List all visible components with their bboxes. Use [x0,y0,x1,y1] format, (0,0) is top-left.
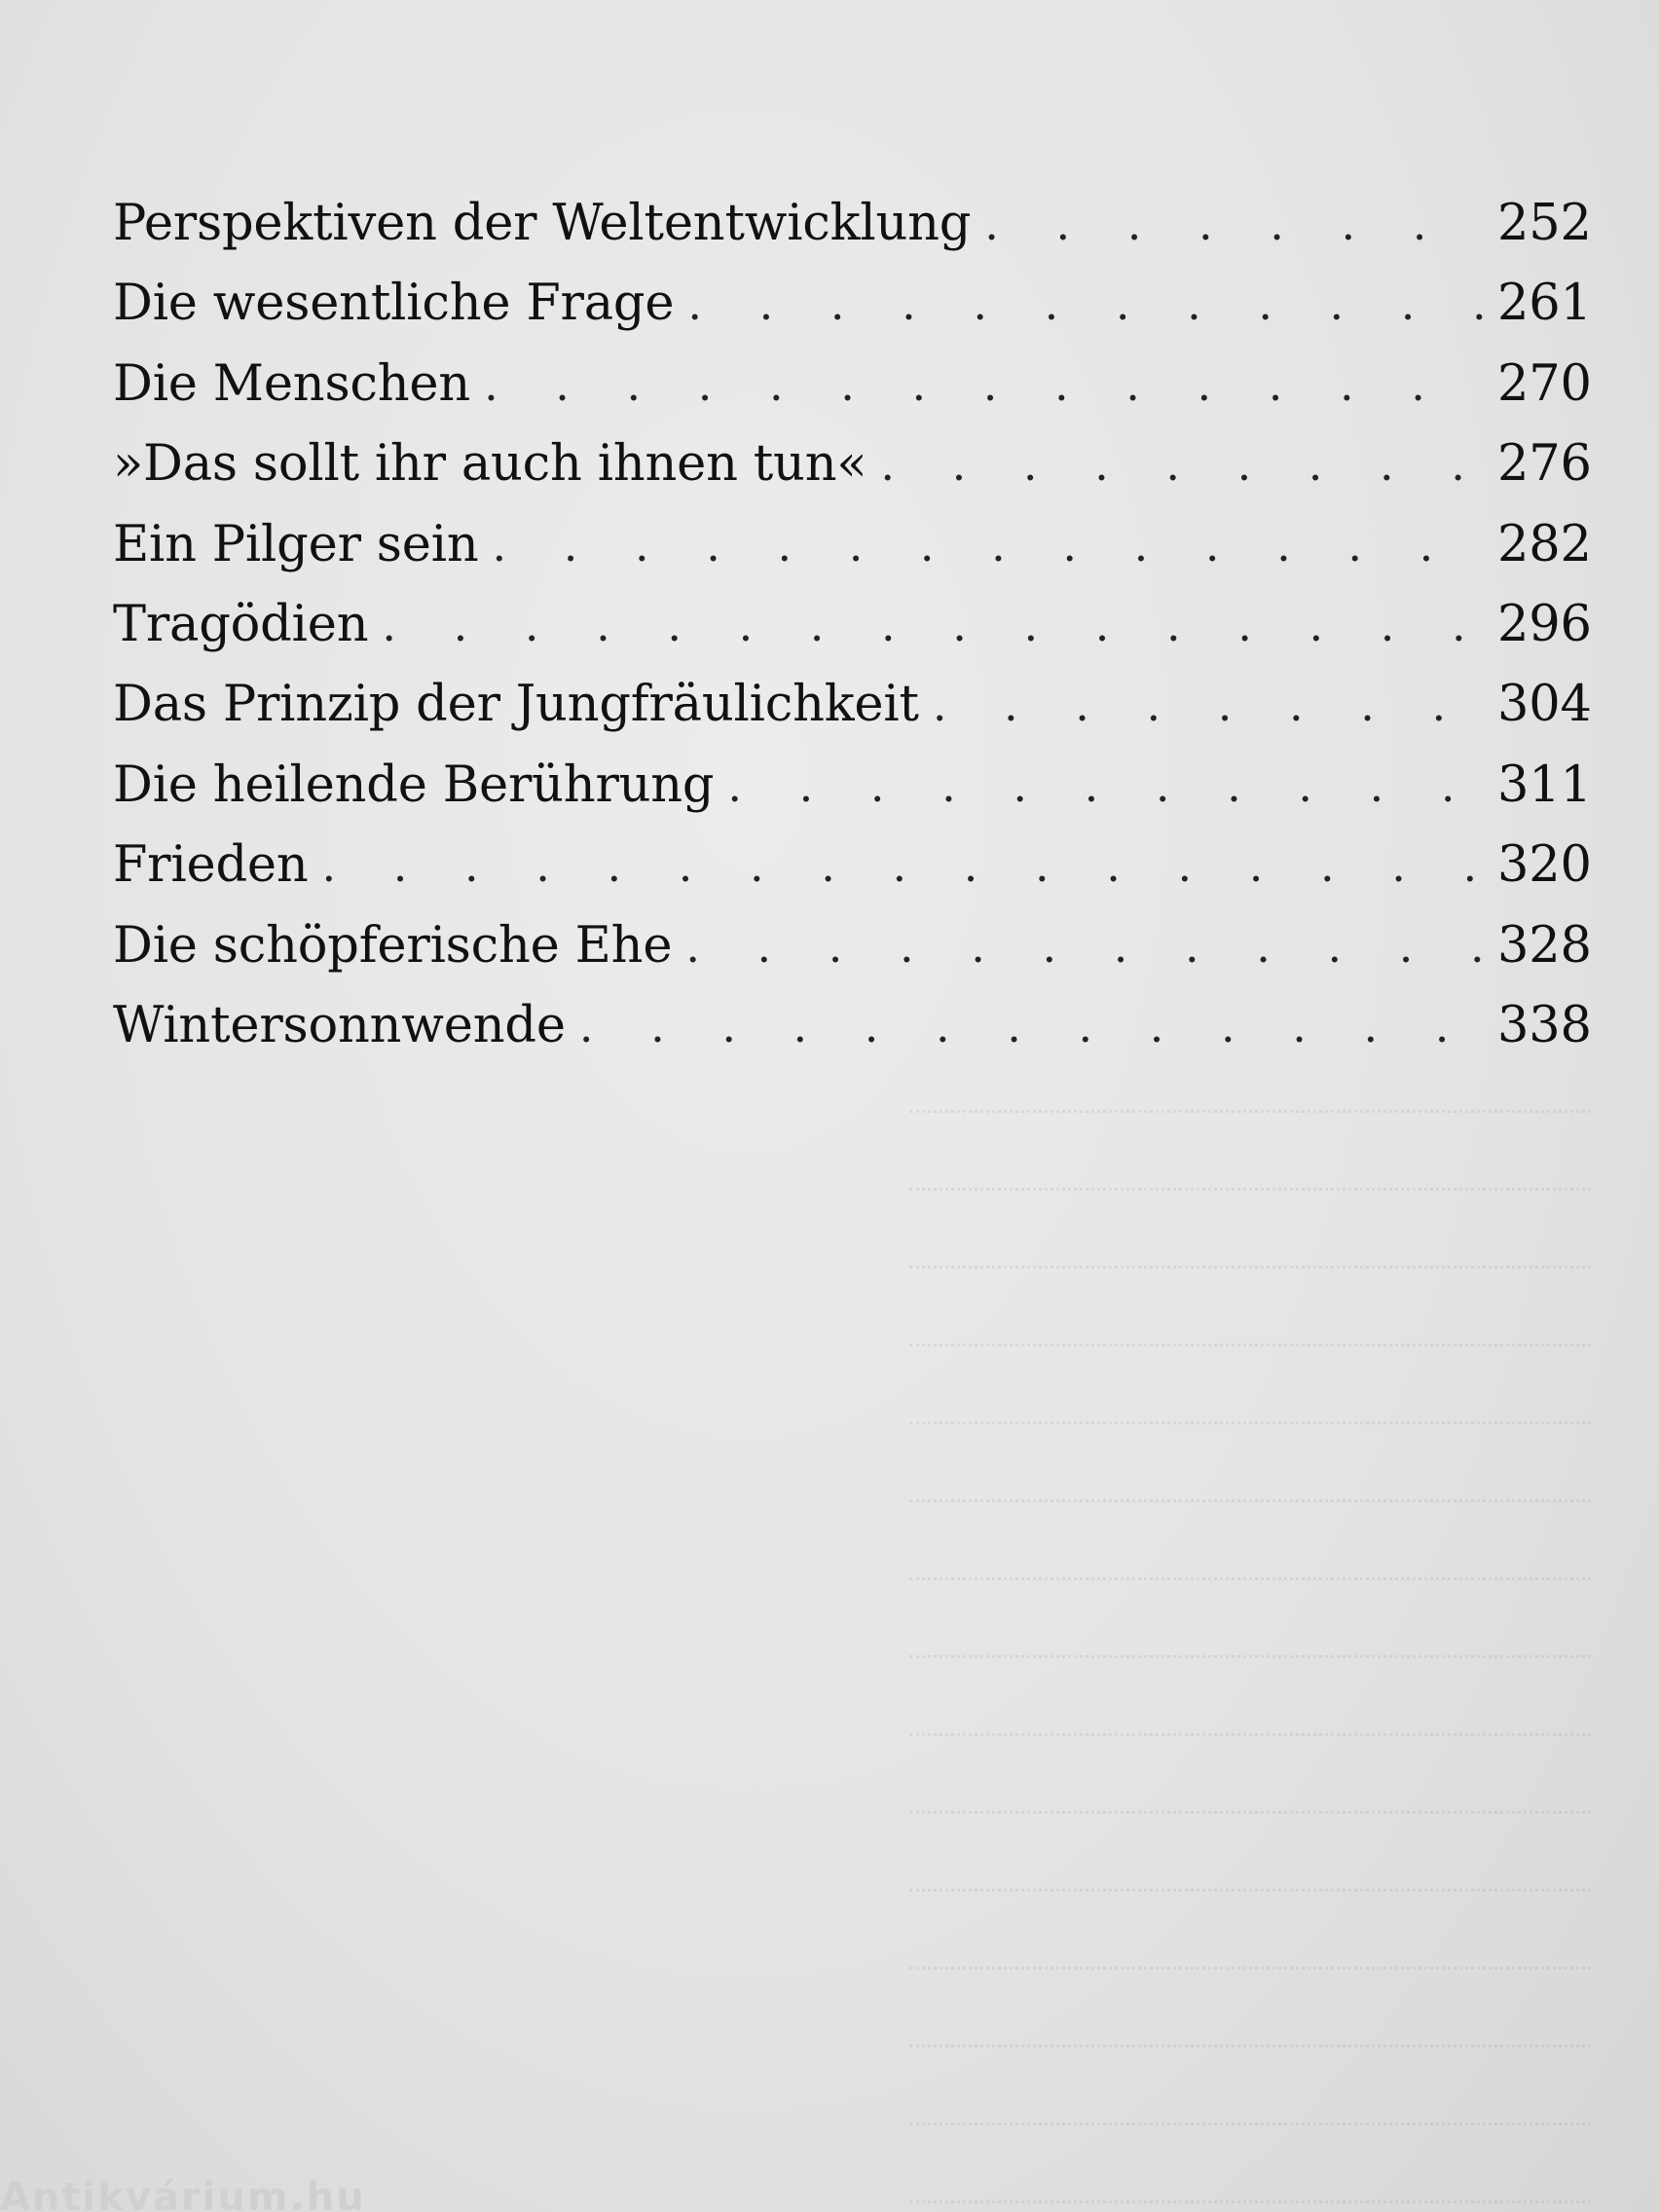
toc-entry-page: 311 [1497,756,1592,814]
toc-leader-dots [727,759,1484,812]
toc-entry [113,516,1591,596]
toc-entry [113,676,1591,756]
toc-entry [113,756,1591,836]
toc-entry [113,596,1591,676]
toc-entry-title: Die wesentliche Frage [113,275,675,333]
toc-entry-title: Tragödien [113,595,369,653]
toc-leader-dots [880,438,1484,491]
toc-entry-page: 304 [1497,676,1592,734]
toc-entry [113,275,1591,354]
toc-leader-dots [492,519,1484,571]
watermark: Antikvárium.hu [0,2175,366,2212]
toc-leader-dots [484,358,1484,411]
toc-entry-page: 270 [1497,354,1592,413]
toc-entry-page: 320 [1497,836,1592,895]
toc-entry [113,435,1591,515]
table-of-contents [113,195,1591,1077]
toc-entry-page: 282 [1497,515,1592,573]
toc-entry-page: 338 [1497,996,1592,1054]
toc-leader-dots [382,599,1484,651]
toc-entry-title: Frieden [113,836,309,895]
toc-entry-page: 252 [1497,195,1592,252]
toc-entry-page: 261 [1497,275,1592,333]
toc-entry-title: Die heilende Berührung [113,756,715,814]
toc-entry [113,917,1591,997]
toc-entry [113,195,1591,275]
toc-leader-dots [984,198,1484,250]
toc-leader-dots [687,277,1484,330]
toc-leader-dots [322,839,1484,892]
toc-entry-page: 296 [1497,595,1592,653]
toc-entry-title: Die schöpferische Ehe [113,916,673,975]
toc-entry-title: Ein Pilger sein [113,515,479,573]
toc-entry-title: Perspektiven der Weltentwicklung [113,195,972,252]
toc-entry-page: 328 [1497,916,1592,975]
toc-entry-title: Wintersonnwende [113,996,566,1054]
toc-entry [113,836,1591,916]
toc-leader-dots [933,679,1484,731]
toc-entry-title: Das Prinzip der Jungfräulichkeit [113,676,919,734]
toc-entry-title: »Das sollt ihr auch ihnen tun« [113,435,867,494]
toc-leader-dots [685,920,1484,973]
toc-entry [113,997,1591,1077]
toc-entry-page: 276 [1497,435,1592,494]
toc-entry-title: Die Menschen [113,354,471,413]
toc-leader-dots [579,1000,1484,1052]
toc-entry [113,355,1591,435]
